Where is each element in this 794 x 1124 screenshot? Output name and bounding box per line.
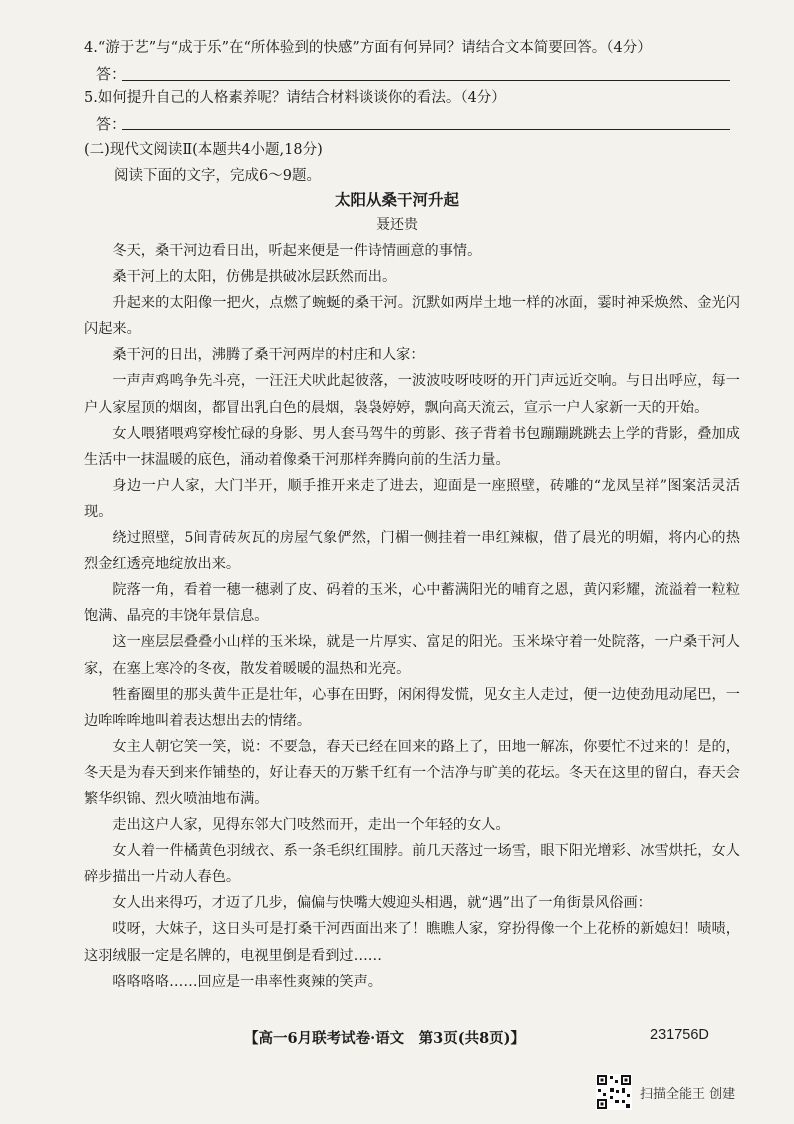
qr-code-icon	[596, 1074, 632, 1110]
answer-line-4	[122, 80, 730, 81]
section-heading: (二)现代文阅读Ⅱ(本题共4小题,18分)	[84, 142, 323, 158]
question-5: 5.如何提升自己的人格素养呢？请结合材料谈谈你的看法。（4分）	[84, 90, 506, 106]
paragraph: 桑干河的日出，沸腾了桑干河两岸的村庄和人家：	[112, 347, 425, 364]
paragraph: 绕过照壁，5间青砖灰瓦的房屋气象俨然，门楣一侧挂着一串红辣椒，借了晨光的明媚，将内心的热烈金红透亮地绽放出来。	[84, 530, 740, 573]
paragraph: 女人喂猪喂鸡穿梭忙碌的身影、男人套马驾牛的剪影、孩子背着书包蹦蹦跳跳去上学的背影，叠加成生活中一抹温暖的底色，涌动着像桑干河那样奔腾向前的生活力量。	[84, 425, 740, 468]
paragraph: 升起来的太阳像一把火，点燃了蜿蜒的桑干河。沉默如两岸土地一样的冰面，霎时神采焕然、金光闪闪起来。	[84, 295, 740, 338]
paragraph: 女人出来得巧，才迈了几步，偏偏与快嘴大嫂迎头相遇，就“遇”出了一角街景风俗画：	[112, 895, 652, 912]
paragraph: 牲畜圈里的那头黄牛正是壮年，心事在田野，闲闲得发慌，见女主人走过，便一边使劲甩动尾巴，一边哞哞哞地叫着表达想出去的情绪。	[84, 686, 740, 729]
reading-instruction: 阅读下面的文字，完成6～9题。	[114, 168, 321, 184]
paragraph: 走出这户人家，见得东邻大门吱然而开，走出一个年轻的女人。	[112, 817, 510, 834]
exam-code: 231756D	[650, 1027, 709, 1043]
paragraph: 院落一角，看着一穗一穗剥了皮、码着的玉米，心中蓄满阳光的哺育之恩，黄闪彩耀，流溢着一粒粒饱满、晶亮的丰饶年景信息。	[84, 582, 740, 625]
scanner-watermark: 扫描全能王 创建	[640, 1087, 736, 1102]
article-author: 聂还贵	[376, 217, 418, 233]
question-4: 4.“游于艺”与“成于乐”在“所体验到的快感”方面有何异同？请结合文本简要回答。（4分）	[84, 40, 652, 56]
article-body	[84, 238, 740, 995]
answer-line-5	[122, 129, 730, 130]
answer-label-4: 答：	[96, 65, 127, 83]
paragraph: 这一座层层叠叠小山样的玉米垛，就是一片厚实、富足的阳光。玉米垛守着一处院落，一户桑干河人家，在塞上寒冷的冬夜，散发着暖暖的温热和光亮。	[84, 634, 740, 677]
paragraph: 桑干河上的太阳，仿佛是拱破冰层跃然而出。	[112, 269, 397, 286]
page-footer: 【高一6月联考试卷·语文 第3页(共8页)】	[244, 1030, 526, 1047]
paragraph: 咯咯咯咯……回应是一串率性爽辣的笑声。	[112, 973, 382, 990]
paragraph: 哎呀，大妹子，这日头可是打桑干河西面出来了！瞧瞧人家，穿扮得像一个上花桥的新媳妇！啧啧，这羽绒服一定是名牌的，电视里倒是看到过……	[84, 921, 740, 964]
article-title: 太阳从桑干河升起	[334, 191, 459, 209]
answer-label-5: 答：	[96, 115, 127, 133]
paragraph: 女主人朝它笑一笑，说：不要急，春天已经在回来的路上了，田地一解冻，你要忙不过来的！是的，冬天是为春天到来作铺垫的，好让春天的万紫千红有一个洁净与旷美的花坛。冬天在这里的留白，春天会繁华织锦、烈火喷油地布满。	[84, 738, 740, 807]
paragraph: 女人着一件橘黄色羽绒衣、系一条毛织红围脖。前几天落过一场雪，眼下阳光增彩、冰雪烘托，女人碎步描出一片动人春色。	[84, 843, 740, 886]
paragraph: 身边一户人家，大门半开，顺手推开来走了进去，迎面是一座照壁，砖雕的“龙凤呈祥”图案活灵活现。	[84, 477, 740, 520]
paragraph: 一声声鸡鸣争先斗亮，一汪汪犬吠此起彼落，一波波吱呀吱呀的开门声远近交响。与日出呼应，每一户人家屋顶的烟囱，都冒出乳白色的晨烟，袅袅婷婷，飘向高天流云，宣示一户人家新一天的开始。	[84, 373, 740, 416]
paragraph: 冬天，桑干河边看日出，听起来便是一件诗情画意的事情。	[112, 243, 482, 259]
